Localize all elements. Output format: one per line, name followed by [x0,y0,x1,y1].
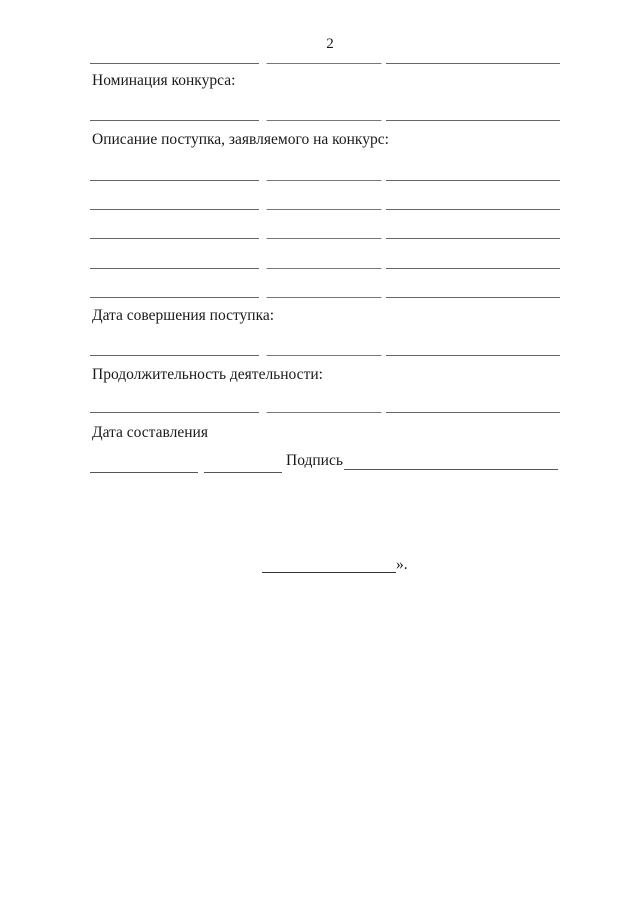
header-rule [90,63,560,64]
date-of-act-label: Дата совершения поступка: [92,307,275,324]
signature-line[interactable] [344,469,558,470]
description-line-3[interactable] [90,238,560,239]
date-of-act-line[interactable] [90,355,560,356]
page-number: 2 [326,36,334,52]
duration-line[interactable] [90,412,560,413]
description-label: Описание поступка, заявляемого на конкурс: [92,131,389,148]
closing-blank-line[interactable] [262,572,396,573]
description-line-2[interactable] [90,209,560,210]
nomination-line[interactable] [90,120,560,121]
description-line-1[interactable] [90,180,560,181]
closing-quote-mark: ». [396,556,408,573]
nomination-label: Номинация конкурса: [92,72,236,89]
compilation-date-line-2[interactable] [204,472,282,473]
duration-label: Продолжительность деятельности: [92,366,323,383]
description-line-5[interactable] [90,297,560,298]
description-line-4[interactable] [90,268,560,269]
signature-label: Подпись [286,452,343,469]
compilation-date-line[interactable] [90,472,198,473]
compilation-date-label: Дата составления [92,424,208,441]
